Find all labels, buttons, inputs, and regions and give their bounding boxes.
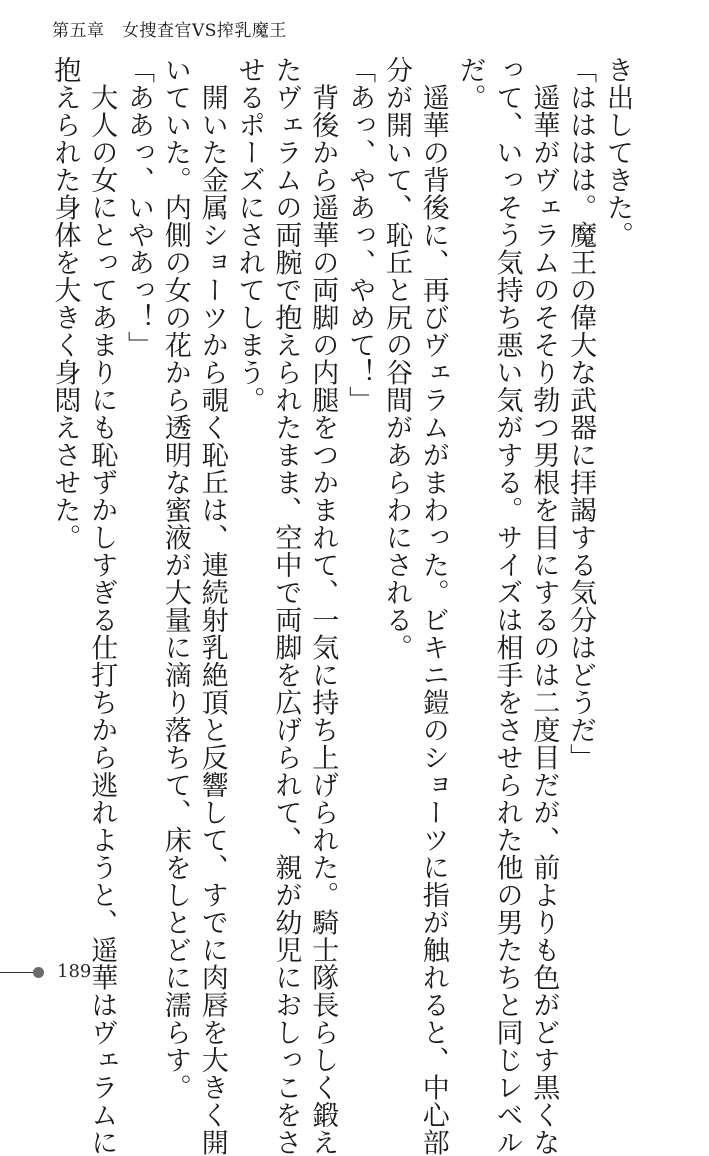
text-line: いていた。内側の女の花から透明な蜜液が大量に滴り落ちて、床をしとどに濡らす。 xyxy=(159,56,191,1101)
text-line: 背後から遥華の両脚の内腿をつかまれて、一気に持ち上げられた。騎士隊長らしく鍛え xyxy=(307,56,339,1156)
text-line: って、いっそう気持ち悪い気がする。サイズは相手をさせられた他の男たちと同じレベル xyxy=(491,56,523,1156)
text-line: 抱えられた身体を大きく身悶えさせた。 xyxy=(49,56,81,551)
running-header: 第五章 女捜査官VS搾乳魔王 xyxy=(52,21,287,41)
text-line: 分が開いて、恥丘と尻の谷間があらわにされる。 xyxy=(380,56,412,661)
text-line: 開いた金属ショーツから覗く恥丘は、連続射乳絶頂と反響して、すでに肉唇を大きく開 xyxy=(196,56,228,1156)
text-line: き出してきた。 xyxy=(602,56,633,249)
footer-dot-icon xyxy=(33,967,44,978)
text-line: 大人の女にとってあまりにも恥ずかしすぎる仕打ちから逃れようと、遥華はヴェラムに xyxy=(86,56,118,1156)
text-line: 「はははは。魔王の偉大な武器に拝謁する気分はどうだ」 xyxy=(565,56,597,771)
text-line: たヴェラムの両腕で抱えられたまま、空中で両脚を広げられて、親が幼児におしっこをさ xyxy=(270,56,302,1156)
text-line: 「あっ、やあっ、やめて！」 xyxy=(344,56,376,414)
text-line: 遥華がヴェラムのそそり勃つ男根を目にするのは二度目だが、前よりも色がどす黒くな xyxy=(528,56,560,1156)
text-line: 「ああっ、いやあっ！」 xyxy=(123,56,155,359)
text-line: だ。 xyxy=(454,56,486,111)
text-line: せるポーズにされてしまう。 xyxy=(233,56,265,414)
text-line: 遥華の背後に、再びヴェラムがまわった。ビキニ鎧のショーツに指が触れると、中心部 xyxy=(417,56,449,1156)
page-footer xyxy=(0,958,140,988)
footer-rule xyxy=(0,972,33,973)
page-number: 189 xyxy=(57,961,92,982)
